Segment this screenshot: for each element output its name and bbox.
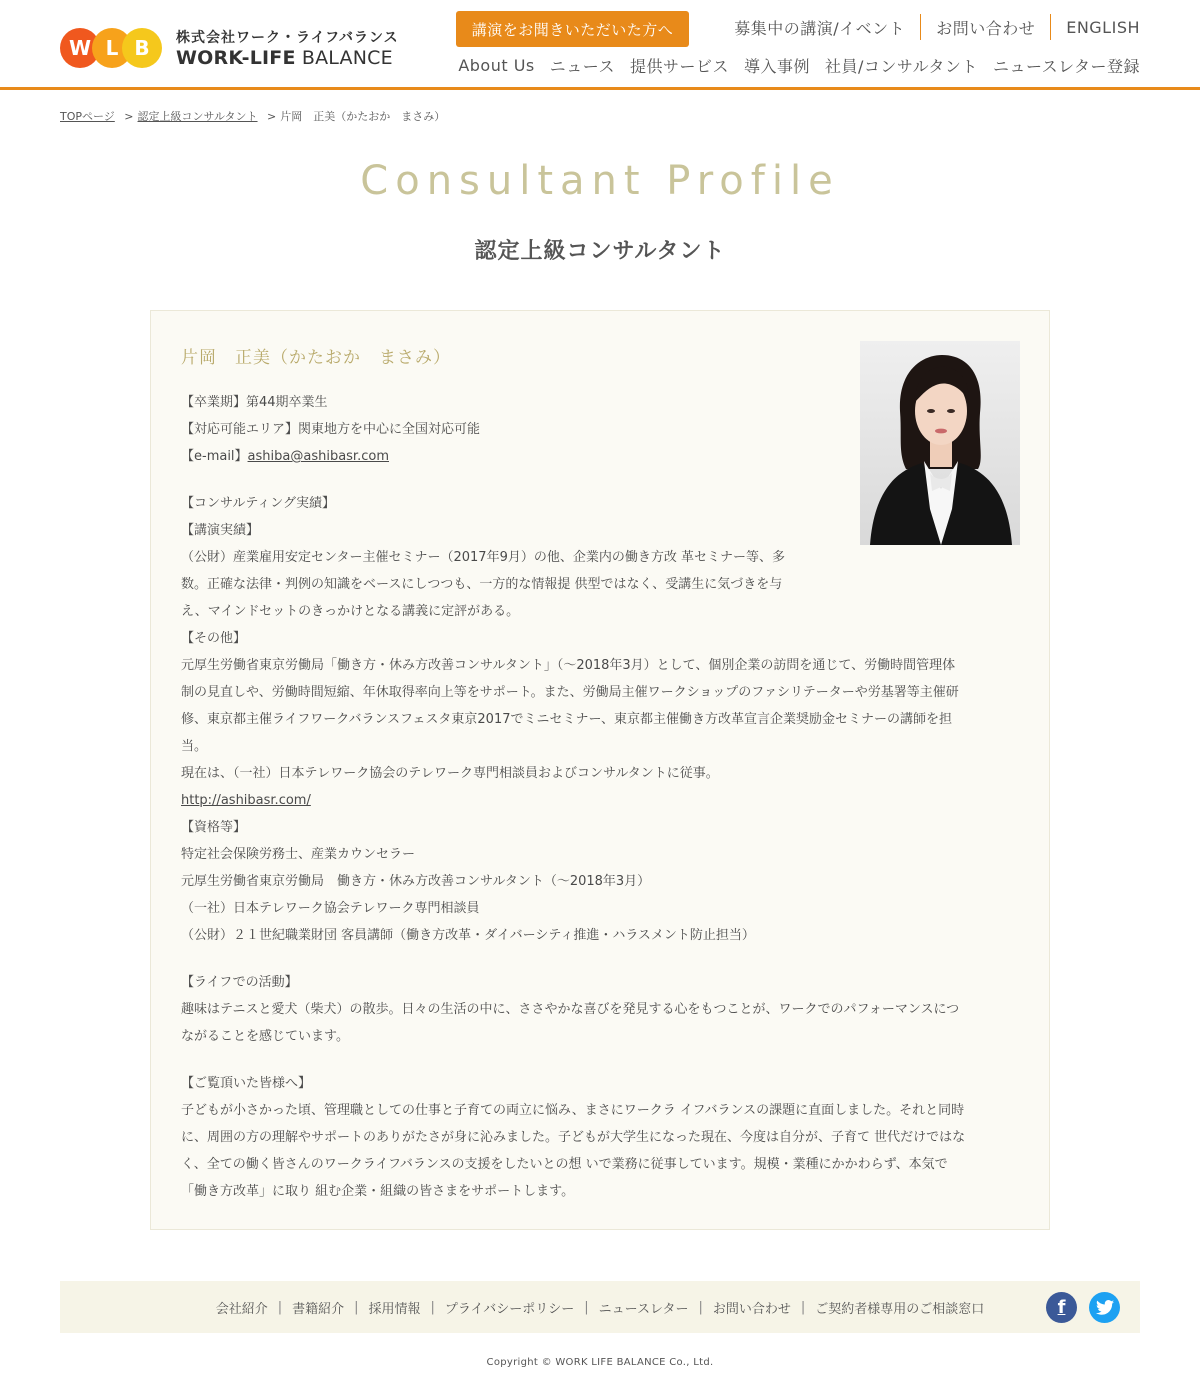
footer-separator: | (354, 1299, 359, 1315)
logo-company-en (176, 46, 399, 69)
message-text-line: 子どもが小さかった頃、管理職としての仕事と子育ての両立に悩み、まさにワークラ イフバランスの課題に直面しました。それと同時 (181, 1103, 965, 1118)
twitter-icon[interactable] (1089, 1292, 1120, 1323)
twitter-bird-icon (1096, 1300, 1114, 1315)
page-title-en: Consultant Profile (360, 158, 840, 204)
lecture-text-line: 数。正確な法律・判例の知識をベースにしつつも、一方的な情報提 供型ではなく、受講生に気づきを与 (181, 577, 783, 592)
footer-separator: | (430, 1299, 435, 1315)
profile-body (181, 389, 1021, 1205)
lecture-text-line: え、マインドセットのきっかけとなる講義に定評がある。 (181, 604, 520, 619)
footer-separator: | (698, 1299, 703, 1315)
footer-link-books[interactable]: 書籍紹介 (292, 1301, 345, 1317)
logo-en-thin: BALANCE (295, 46, 393, 69)
footer-separator: | (584, 1299, 589, 1315)
other-text-line: 元厚生労働省東京労働局「働き方・休み方改善コンサルタント」（〜2018年3月）として、個別企業の訪問を通じて、労働時間管理体 (181, 658, 956, 673)
footer-link-contact[interactable]: お問い合わせ (712, 1301, 791, 1317)
facebook-icon[interactable]: f (1046, 1292, 1077, 1323)
logo-text (176, 31, 399, 68)
nav-newsletter-signup[interactable]: ニュースレター登録 (992, 57, 1140, 76)
consulting-heading: 【コンサルティング実績】 (181, 496, 336, 511)
logo-mark (60, 28, 162, 70)
top-nav (719, 14, 1140, 40)
message-text-line: に、周囲の方の理解やサポートのありがたさが身に沁みました。子どもが大学生になった現在、今度は自分が、子育て 世代だけではな (181, 1130, 966, 1145)
lecture-attendees-button[interactable]: 講演をお聞きいただいた方へ (456, 11, 689, 47)
nav-about-us[interactable]: About Us (458, 56, 535, 75)
footer-separator: | (800, 1299, 806, 1315)
message-text-line: く、全ての働く皆さんのワークライフバランスの支援をしたいとの想 いで業務に従事しています。規模・業種にかかわらず、本気で (181, 1157, 948, 1172)
nav-case-studies[interactable]: 導入事例 (743, 57, 810, 76)
logo-en-bold: WORK-LIFE (176, 46, 296, 69)
other-heading: 【その他】 (181, 631, 247, 646)
breadcrumb-category[interactable]: 認定上級コンサルタント (137, 110, 258, 123)
lecture-text-line: （公財）産業雇用安定センター主催セミナー（2017年9月）の他、企業内の働き方改 革セミナー等、多 (181, 550, 785, 565)
lecture-heading: 【講演実績】 (181, 523, 260, 538)
top-nav-contact[interactable]: お問い合わせ (936, 18, 1036, 38)
qualification-item: 元厚生労働省東京労働局 働き方・休み方改善コンサルタント（〜2018年3月） (181, 874, 651, 889)
footer-link-recruit[interactable]: 採用情報 (368, 1301, 421, 1317)
message-heading: 【ご覧頂いた皆様へ】 (181, 1076, 312, 1091)
email-label: 【e-mail】 (181, 449, 248, 464)
graduation-info: 【卒業期】第44期卒業生 (181, 395, 328, 410)
nav-services[interactable]: 提供サービス (629, 57, 729, 76)
site-footer (60, 1281, 1140, 1333)
life-heading: 【ライフでの活動】 (181, 975, 298, 990)
other-text-line: 制の見直しや、労働時間短縮、年休取得率向上等をサポート。また、労働局主催ワークショップのファシリテーターや労基署等主催研 (181, 685, 959, 700)
qualification-item: 特定社会保険労務士、産業カウンセラー (181, 847, 416, 862)
qualification-item: （一社）日本テレワーク協会テレワーク専門相談員 (181, 901, 480, 916)
email-line (181, 443, 1021, 470)
breadcrumb-current: 片岡 正美（かたおか まさみ） (280, 110, 446, 123)
logo-letter-l: L (92, 28, 132, 68)
footer-link-privacy[interactable]: プライバシーポリシー (444, 1301, 575, 1317)
spacer (181, 949, 1021, 969)
logo-company-jp: 株式会社ワーク・ライフバランス (176, 29, 399, 46)
other-text-line: 当。 (181, 739, 208, 754)
other-text-line: 修、東京都主催ライフワークバランスフェスタ東京2017でミニセミナー、東京都主催働き方改革宣言企業奨励金セミナーの講師を担 (181, 712, 952, 727)
top-nav-events[interactable]: 募集中の講演/イベント (734, 18, 906, 38)
nav-staff-consultants[interactable]: 社員/コンサルタント (824, 57, 978, 76)
breadcrumb-separator: > (124, 110, 134, 123)
logo-letter-b: B (122, 28, 162, 68)
website-line (181, 787, 1021, 814)
qualifications-heading: 【資格等】 (181, 820, 247, 835)
profile-card (150, 310, 1050, 1230)
spacer (181, 1050, 1021, 1070)
footer-link-client-support[interactable]: ご契約者様専用のご相談窓口 (815, 1301, 985, 1317)
logo-letter-w: W (60, 28, 100, 68)
breadcrumb-home[interactable]: TOPページ (60, 110, 115, 123)
footer-links (60, 1281, 1140, 1333)
main-nav (443, 54, 1140, 77)
footer-link-company[interactable]: 会社紹介 (215, 1301, 268, 1317)
email-link[interactable]: ashiba@ashibasr.com (247, 449, 389, 464)
current-role-text: 現在は、（一社）日本テレワーク協会のテレワーク専門相談員およびコンサルタントに従事。 (181, 766, 719, 781)
footer-link-newsletter[interactable]: ニュースレター (598, 1301, 689, 1317)
page-title-jp: 認定上級コンサルタント (474, 239, 726, 264)
copyright: Copyright © WORK LIFE BALANCE Co., Ltd. (486, 1357, 714, 1368)
service-area-info: 【対応可能エリア】関東地方を中心に全国対応可能 (181, 422, 481, 437)
website-link[interactable]: http://ashibasr.com/ (181, 793, 311, 808)
site-logo[interactable] (60, 28, 399, 70)
qualification-item: （公財）２１世紀職業財団 客員講師（働き方改革・ダイバーシティ推進・ハラスメント防止担当） (181, 928, 755, 943)
life-text-line: ながることを感じています。 (181, 1029, 349, 1044)
site-header (0, 0, 1200, 90)
life-text-line: 趣味はテニスと愛犬（柴犬）の散歩。日々の生活の中に、ささやかな喜びを発見する心をもつことが、ワークでのパフォーマンスにつ (181, 1002, 960, 1017)
footer-separator: | (277, 1299, 283, 1315)
nav-news[interactable]: ニュース (549, 57, 615, 76)
breadcrumb (60, 108, 445, 124)
top-nav-english[interactable]: ENGLISH (1066, 17, 1140, 37)
consultant-name: 片岡 正美（かたおか まさみ） (181, 348, 451, 368)
message-text-line: 「働き方改革」に取り 組む企業・組織の皆さまをサポートします。 (181, 1184, 575, 1199)
spacer (181, 470, 1021, 490)
breadcrumb-separator: > (267, 110, 277, 123)
